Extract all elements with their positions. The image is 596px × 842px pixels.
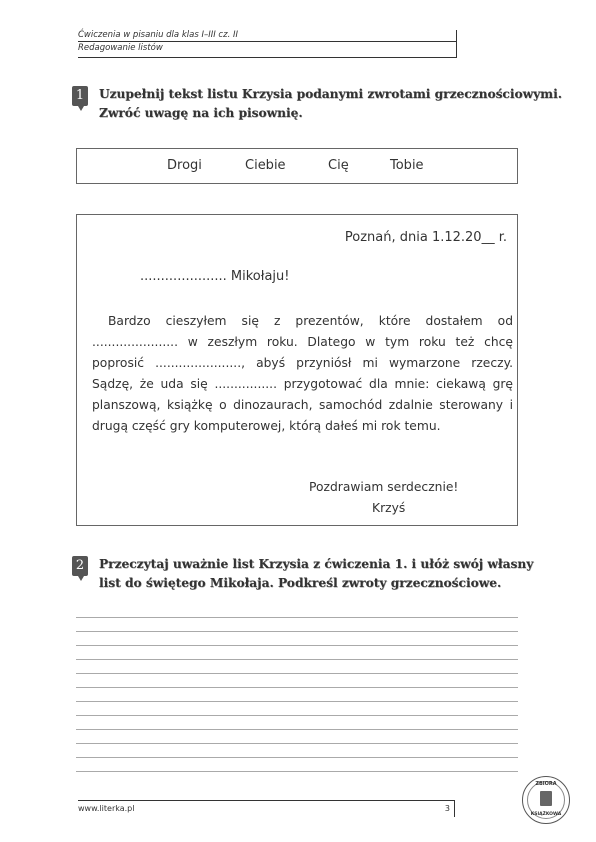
task-2-line-2: list do świętego Mikołaja. Podkreśl zwroty grzecznościowe. xyxy=(99,576,502,590)
header-subtitle: Redagowanie listów xyxy=(78,43,163,53)
writing-line[interactable] xyxy=(76,673,518,674)
word-bank-item: Drogi xyxy=(167,158,202,173)
footer-url: www.literka.pl xyxy=(78,804,135,813)
writing-line[interactable] xyxy=(76,771,518,772)
writing-line[interactable] xyxy=(76,743,518,744)
header-title: Ćwiczenia w pisaniu dla klas I–III cz. II xyxy=(78,30,238,40)
word-bank-item: Ciebie xyxy=(245,158,286,173)
task-1-number-badge: 1 xyxy=(72,86,88,106)
task-2-instruction xyxy=(99,555,533,593)
writing-line[interactable] xyxy=(76,659,518,660)
word-bank-item: Cię xyxy=(328,158,349,173)
task-2-line-1: Przeczytaj uważnie list Krzysia z ćwiczenia 1. i ułóż swój własny xyxy=(99,557,534,571)
letter-box xyxy=(76,214,518,526)
page-header xyxy=(78,30,457,58)
task-1-instruction xyxy=(99,85,562,123)
writing-line[interactable] xyxy=(76,645,518,646)
word-bank xyxy=(76,148,518,184)
task-1-line-1: Uzupełnij tekst listu Krzysia podanymi zwrotami grzecznościowymi. xyxy=(99,87,562,101)
book-icon xyxy=(540,791,552,806)
writing-line[interactable] xyxy=(76,631,518,632)
publisher-stamp xyxy=(522,776,570,824)
stamp-top-text: ZBIORA xyxy=(535,781,557,787)
page-number: 3 xyxy=(444,804,450,813)
letter-closing: Pozdrawiam serdecznie! xyxy=(309,480,459,494)
writing-line[interactable] xyxy=(76,729,518,730)
letter-body xyxy=(92,311,513,437)
letter-date: Poznań, dnia 1.12.20__ r. xyxy=(344,230,507,245)
task-1-line-2: Zwróć uwagę na ich pisownię. xyxy=(99,106,303,120)
stamp-bottom-text: KSIĄŻKOWA xyxy=(530,812,562,817)
page-footer xyxy=(78,800,455,817)
letter-body-text: Bardzo cieszyłem się z prezentów, które dostałem od ...................... w zeszłym roku. Dlatego w tym roku też chcę poprosić ......................, abyś przyniósł mi wymarzone rzeczy. Sądzę, że uda się ................ przygotować dla mnie: ciekawą grę planszową, książkę o dinozaurach, samochód zdalnie sterowany i drugą część gry komputerowej, którą dałeś mi rok temu. xyxy=(92,314,513,433)
writing-line[interactable] xyxy=(76,715,518,716)
letter-greeting: ..................... Mikołaju! xyxy=(140,269,290,284)
word-bank-item: Tobie xyxy=(390,158,424,173)
writing-line[interactable] xyxy=(76,617,518,618)
letter-signature: Krzyś xyxy=(372,501,406,515)
task-2-number-badge: 2 xyxy=(72,556,88,576)
writing-line[interactable] xyxy=(76,687,518,688)
writing-line[interactable] xyxy=(76,757,518,758)
writing-line[interactable] xyxy=(76,701,518,702)
header-divider xyxy=(78,41,456,42)
header-bottom-divider xyxy=(78,57,456,58)
writing-lines[interactable] xyxy=(76,617,518,785)
